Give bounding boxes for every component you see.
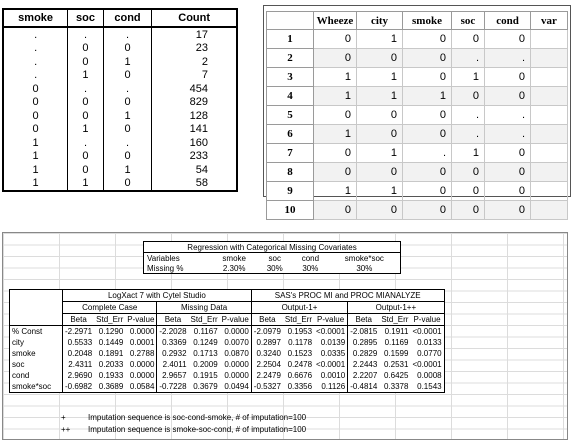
count-cell: 0 [68, 42, 104, 56]
results-cell: 0.1178 [288, 338, 313, 347]
grid-cell[interactable]: 0 [485, 68, 531, 87]
grid-cell[interactable]: 0 [403, 30, 452, 49]
grid-cell[interactable]: . [452, 49, 485, 68]
results-col-header: Std_Err [190, 315, 218, 324]
results-cell: 0.0133 [417, 338, 442, 347]
grid-cell[interactable]: 0 [314, 49, 357, 68]
results-cell: 0.1891 [98, 349, 124, 358]
grid-cell[interactable] [531, 201, 568, 220]
grid-cell[interactable]: 0 [314, 163, 357, 182]
count-cell: . [68, 136, 104, 150]
results-cell: 2.4011 [157, 359, 189, 370]
count-cell: 1 [103, 55, 152, 69]
grid-cell[interactable]: . [452, 125, 485, 144]
count-cell: . [68, 82, 104, 96]
missing-soc: 30% [266, 263, 283, 273]
count-cell: 0 [103, 177, 152, 192]
results-cell: 0.2897 [251, 337, 283, 348]
count-cell: . [3, 55, 68, 69]
grid-cell[interactable]: 0 [357, 163, 403, 182]
grid-row[interactable] [267, 106, 568, 125]
grid-cell[interactable]: 0 [314, 201, 357, 220]
results-row [10, 348, 445, 359]
results-cell: 0.0584 [129, 382, 155, 391]
count-cell: 829 [189, 96, 208, 109]
grid-row-header[interactable]: 3 [267, 68, 314, 87]
grid-col-cond[interactable]: cond [485, 12, 531, 30]
grid-col-city[interactable]: city [357, 12, 403, 30]
footnote [61, 413, 306, 425]
grid-cell[interactable]: 0 [485, 201, 531, 220]
count-cell: 1 [68, 123, 104, 137]
grid-cell[interactable] [531, 106, 568, 125]
count-row [3, 42, 237, 56]
count-cell: 1 [103, 163, 152, 177]
count-cell: 0 [3, 109, 68, 123]
grid-cell[interactable]: 0 [357, 125, 403, 144]
grid-cell[interactable]: 0 [485, 30, 531, 49]
grid-cell[interactable]: . [485, 49, 531, 68]
count-cell: 0 [103, 42, 152, 56]
count-cell: 0 [3, 96, 68, 110]
count-cell: 1 [3, 136, 68, 150]
results-cell: 0.0000 [224, 327, 249, 336]
results-cell: 0.3679 [193, 382, 218, 391]
grid-cell[interactable]: 1 [403, 87, 452, 106]
variables-label: Variables [147, 253, 180, 263]
results-spreadsheet [2, 232, 568, 440]
count-row [3, 163, 237, 177]
grid-cell[interactable]: 0 [485, 182, 531, 201]
results-cell: 2.4311 [63, 359, 95, 370]
grid-cell[interactable]: 0 [403, 49, 452, 68]
grid-row[interactable] [267, 163, 568, 182]
results-cell: 2.2443 [348, 359, 380, 370]
results-col-header: P-value [220, 314, 252, 326]
results-cell: 0.0000 [224, 360, 249, 369]
grid-cell[interactable] [531, 125, 568, 144]
data-grid [266, 11, 568, 220]
grid-cell[interactable]: 1 [357, 182, 403, 201]
results-cell: 0.1126 [321, 382, 346, 391]
grid-cell[interactable] [531, 49, 568, 68]
footnote [61, 425, 306, 437]
var-cond: cond [301, 253, 320, 263]
regression-info-box [143, 241, 401, 274]
grid-cell[interactable]: 0 [452, 30, 485, 49]
results-cell: 0.2048 [63, 348, 95, 359]
results-cell: -2.0979 [251, 326, 283, 338]
results-row-label: % Const [12, 327, 43, 336]
results-col-header: Beta [251, 314, 283, 326]
count-cell: 233 [189, 150, 208, 163]
grid-row[interactable] [267, 201, 568, 220]
results-col-header: P-value [125, 314, 157, 326]
grid-cell[interactable]: . [403, 144, 452, 163]
results-row-label: smoke*soc [12, 382, 52, 391]
count-cell: 1 [103, 109, 152, 123]
results-row-label: smoke [12, 349, 36, 358]
count-cell: . [103, 27, 152, 42]
results-cell: <0.0001 [412, 327, 442, 336]
grid-row[interactable] [267, 87, 568, 106]
count-cell: 23 [195, 42, 208, 55]
results-col-header: P-value [410, 314, 444, 326]
count-row [3, 150, 237, 164]
results-cell: 0.0870 [224, 349, 249, 358]
grid-cell[interactable]: 1 [357, 144, 403, 163]
grid-row-header[interactable]: 6 [267, 125, 314, 144]
grid-col-wheeze[interactable]: Wheeze [314, 12, 357, 30]
results-row [10, 370, 445, 381]
results-cell: 0.0335 [320, 349, 346, 358]
results-cell: 0.2009 [193, 360, 218, 369]
grid-row[interactable] [267, 49, 568, 68]
results-cell: 0.0000 [129, 360, 155, 369]
count-cell: 2 [201, 55, 208, 68]
count-cell: 0 [68, 55, 104, 69]
results-cell: 0.0000 [129, 371, 155, 380]
results-col-header: Std_Err [96, 315, 124, 324]
grid-cell[interactable]: 0 [485, 144, 531, 163]
grid-cell[interactable]: 1 [357, 30, 403, 49]
grid-cell[interactable] [531, 163, 568, 182]
count-cell: 1 [68, 177, 104, 192]
grid-cell[interactable]: 0 [403, 163, 452, 182]
group-header-logxact: LogXact 7 with Cytel Studio [63, 290, 252, 302]
grid-cell[interactable]: 1 [314, 125, 357, 144]
count-row [3, 177, 237, 192]
grid-cell[interactable]: 0 [357, 49, 403, 68]
col-header-soc: soc [68, 9, 104, 27]
results-cell: 0.2829 [348, 348, 380, 359]
grid-row[interactable] [267, 125, 568, 144]
count-cell: 1 [3, 150, 68, 164]
grid-cell[interactable]: 1 [314, 68, 357, 87]
results-cell: 0.0010 [320, 371, 346, 380]
grid-cell[interactable]: . [485, 125, 531, 144]
grid-row-header[interactable]: 10 [267, 201, 314, 220]
missing-smoke: 2.30% [222, 263, 246, 273]
count-cell: 454 [189, 82, 208, 95]
grid-row-header[interactable]: 1 [267, 30, 314, 49]
results-cell: -2.2028 [157, 326, 189, 338]
results-cell: 0.0000 [224, 371, 249, 380]
var-soc: soc [268, 253, 281, 263]
results-cell: 0.1449 [98, 338, 124, 347]
results-cell: 2.9657 [157, 370, 189, 381]
count-cell: 58 [195, 177, 208, 190]
grid-cell[interactable]: 0 [403, 106, 452, 125]
results-row [10, 337, 445, 348]
grid-row-header[interactable]: 4 [267, 87, 314, 106]
count-cell: . [68, 27, 104, 42]
grid-cell[interactable] [531, 182, 568, 201]
count-cell: 0 [103, 96, 152, 110]
grid-cell[interactable]: 0 [314, 106, 357, 125]
count-cell: . [103, 136, 152, 150]
count-cell: 0 [68, 96, 104, 110]
results-cell: 0.1167 [193, 327, 218, 336]
results-cell: 0.3240 [251, 348, 283, 359]
results-row-label: cond [12, 371, 30, 380]
count-cell: 0 [68, 163, 104, 177]
grid-cell[interactable]: 0 [485, 87, 531, 106]
results-cell: 0.1911 [384, 327, 409, 336]
col-header-cond: cond [103, 9, 152, 27]
count-cell: 0 [3, 82, 68, 96]
group-header-sas: SAS's PROC MI and PROC MIANALYZE [251, 290, 444, 302]
results-cell: 0.0070 [224, 338, 249, 347]
results-cell: 0.0494 [224, 382, 249, 391]
count-row [3, 27, 237, 42]
data-grid-window [263, 5, 571, 216]
sub-header-complete-case: Complete Case [63, 302, 157, 314]
footnote-symbol: + [61, 413, 66, 422]
count-row [3, 82, 237, 96]
results-cell: 0.3689 [98, 382, 124, 391]
grid-row-header[interactable]: 9 [267, 182, 314, 201]
results-row [10, 381, 445, 393]
count-cell: 0 [103, 69, 152, 83]
results-col-header: Std_Err [284, 315, 313, 324]
grid-cell[interactable]: 0 [452, 201, 485, 220]
sub-header-output-1plus: Output-1+ [251, 302, 347, 314]
results-cell: 0.3369 [157, 337, 189, 348]
grid-row[interactable] [267, 30, 568, 49]
count-cell: . [103, 82, 152, 96]
grid-cell[interactable]: 0 [403, 68, 452, 87]
grid-row-header[interactable]: 5 [267, 106, 314, 125]
grid-row-header[interactable]: 8 [267, 163, 314, 182]
grid-cell[interactable]: 0 [452, 87, 485, 106]
results-col-header: P-value [314, 314, 348, 326]
grid-cell[interactable]: 1 [452, 68, 485, 87]
results-cell: 0.0008 [417, 371, 442, 380]
grid-row[interactable] [267, 182, 568, 201]
results-cell: 0.0139 [320, 338, 346, 347]
results-cell: 0.1933 [98, 371, 124, 380]
grid-row-header[interactable]: 2 [267, 49, 314, 68]
count-cell: 0 [103, 123, 152, 137]
grid-cell[interactable]: 0 [452, 182, 485, 201]
count-cell: 160 [189, 136, 208, 149]
var-smoke: smoke [222, 253, 246, 263]
results-cell: 0.2531 [383, 360, 409, 369]
count-cell: 7 [201, 69, 208, 82]
results-table [9, 289, 445, 393]
results-cell: 0.6425 [383, 371, 409, 380]
count-cell: 54 [195, 163, 208, 176]
count-cell: 1 [3, 163, 68, 177]
results-cell: 0.1915 [193, 371, 218, 380]
grid-col-soc[interactable]: soc [452, 12, 485, 30]
grid-cell[interactable]: . [485, 106, 531, 125]
count-cell: 0 [3, 123, 68, 137]
grid-col-smoke[interactable]: smoke [403, 12, 452, 30]
count-cell: 1 [3, 177, 68, 192]
grid-cell[interactable] [531, 144, 568, 163]
count-row [3, 123, 237, 137]
count-cell: . [3, 42, 68, 56]
missing-smoke-soc: 30% [356, 263, 373, 273]
results-cell: 0.0770 [417, 349, 442, 358]
count-cell: 0 [68, 150, 104, 164]
grid-cell[interactable]: 1 [314, 87, 357, 106]
results-row [10, 326, 445, 338]
col-header-smoke: smoke [3, 9, 68, 27]
results-cell: 0.1953 [287, 327, 313, 336]
grid-row[interactable] [267, 144, 568, 163]
sub-header-output-1plusplus: Output-1++ [348, 302, 444, 314]
results-cell: -0.5327 [251, 381, 283, 393]
count-cell: 141 [189, 123, 208, 136]
grid-cell[interactable]: 0 [403, 125, 452, 144]
results-cell: 0.0001 [129, 338, 155, 347]
results-row-label: soc [12, 360, 25, 369]
count-cell: . [3, 69, 68, 83]
results-cell: 0.5533 [63, 337, 95, 348]
grid-cell[interactable]: 0 [357, 201, 403, 220]
grid-cell[interactable]: 0 [314, 30, 357, 49]
results-col-header: Beta [157, 314, 189, 326]
results-cell: 0.1169 [384, 338, 409, 347]
sub-header-missing-data: Missing Data [157, 302, 251, 314]
count-cell: 1 [68, 69, 104, 83]
results-cell: 0.1713 [193, 349, 218, 358]
results-cell: 0.2788 [129, 349, 155, 358]
results-col-header: Beta [63, 314, 95, 326]
results-cell: 0.2895 [348, 337, 380, 348]
results-row-label: city [12, 338, 24, 347]
col-header-count: Count [152, 9, 237, 27]
grid-cell[interactable]: 0 [403, 182, 452, 201]
results-cell: -0.4814 [348, 381, 380, 393]
grid-cell[interactable]: . [452, 106, 485, 125]
results-cell: 0.1249 [193, 338, 218, 347]
grid-cell[interactable]: 0 [485, 163, 531, 182]
count-table [2, 8, 238, 192]
grid-corner[interactable] [267, 12, 314, 30]
count-table-header [3, 9, 237, 27]
results-cell: <0.0001 [316, 360, 346, 369]
results-cell: 0.2478 [287, 360, 313, 369]
footnote-text: Imputation sequence is soc-cond-smoke, # of imputation=100 [88, 413, 307, 422]
results-cell: <0.0001 [316, 327, 346, 336]
grid-cell[interactable]: 1 [357, 68, 403, 87]
footnotes [61, 413, 306, 437]
grid-cell[interactable] [531, 87, 568, 106]
count-cell: . [3, 27, 68, 42]
grid-col-var[interactable]: var [531, 12, 568, 30]
grid-cell[interactable]: 0 [452, 163, 485, 182]
results-cell: 0.1543 [417, 382, 442, 391]
results-col-header: Beta [348, 314, 380, 326]
count-row [3, 96, 237, 110]
results-cell: 2.2504 [251, 359, 283, 370]
results-cell: 0.1290 [98, 327, 124, 336]
count-row [3, 55, 237, 69]
results-row [10, 359, 445, 370]
footnote-symbol: ++ [61, 425, 71, 434]
count-cell: 0 [68, 109, 104, 123]
count-cell: 128 [189, 109, 208, 122]
grid-cell[interactable]: 1 [357, 87, 403, 106]
grid-row[interactable] [267, 68, 568, 87]
grid-row-header[interactable]: 7 [267, 144, 314, 163]
results-cell: 2.9690 [63, 370, 95, 381]
grid-cell[interactable] [531, 68, 568, 87]
grid-cell[interactable] [531, 30, 568, 49]
results-cell: 0.1599 [383, 349, 409, 358]
grid-cell[interactable]: 0 [403, 201, 452, 220]
results-cell: 0.1523 [287, 349, 313, 358]
footnote-text: Imputation sequence is smoke-soc-cond, # of imputation=100 [88, 425, 307, 434]
results-cell: 2.2207 [348, 370, 380, 381]
grid-cell[interactable]: 1 [452, 144, 485, 163]
count-cell: 0 [103, 150, 152, 164]
results-cell: -2.0815 [348, 326, 380, 338]
var-smoke-soc: smoke*soc [344, 253, 384, 263]
results-cell: 0.2932 [157, 348, 189, 359]
results-cell: 0.3356 [287, 382, 313, 391]
count-row [3, 136, 237, 150]
results-cell: 0.3378 [383, 382, 409, 391]
results-cell: 0.6676 [287, 371, 313, 380]
results-cell: -0.6982 [63, 381, 95, 393]
grid-cell[interactable]: 0 [357, 106, 403, 125]
results-cell: 0.0000 [129, 327, 155, 336]
missing-label: Missing % [147, 263, 184, 273]
grid-cell[interactable]: 1 [314, 182, 357, 201]
count-row [3, 109, 237, 123]
results-cell: -2.2971 [63, 326, 95, 338]
missing-cond: 30% [302, 263, 319, 273]
results-col-header: Std_Err [381, 315, 409, 324]
regression-title: Regression with Categorical Missing Covariates [144, 242, 401, 253]
results-cell: <0.0001 [412, 360, 442, 369]
grid-cell[interactable]: 0 [314, 144, 357, 163]
results-cell: 0.2033 [98, 360, 124, 369]
results-cell: -0.7228 [157, 381, 189, 393]
count-row [3, 69, 237, 83]
count-cell: 17 [195, 28, 208, 41]
results-cell: 2.2479 [251, 370, 283, 381]
